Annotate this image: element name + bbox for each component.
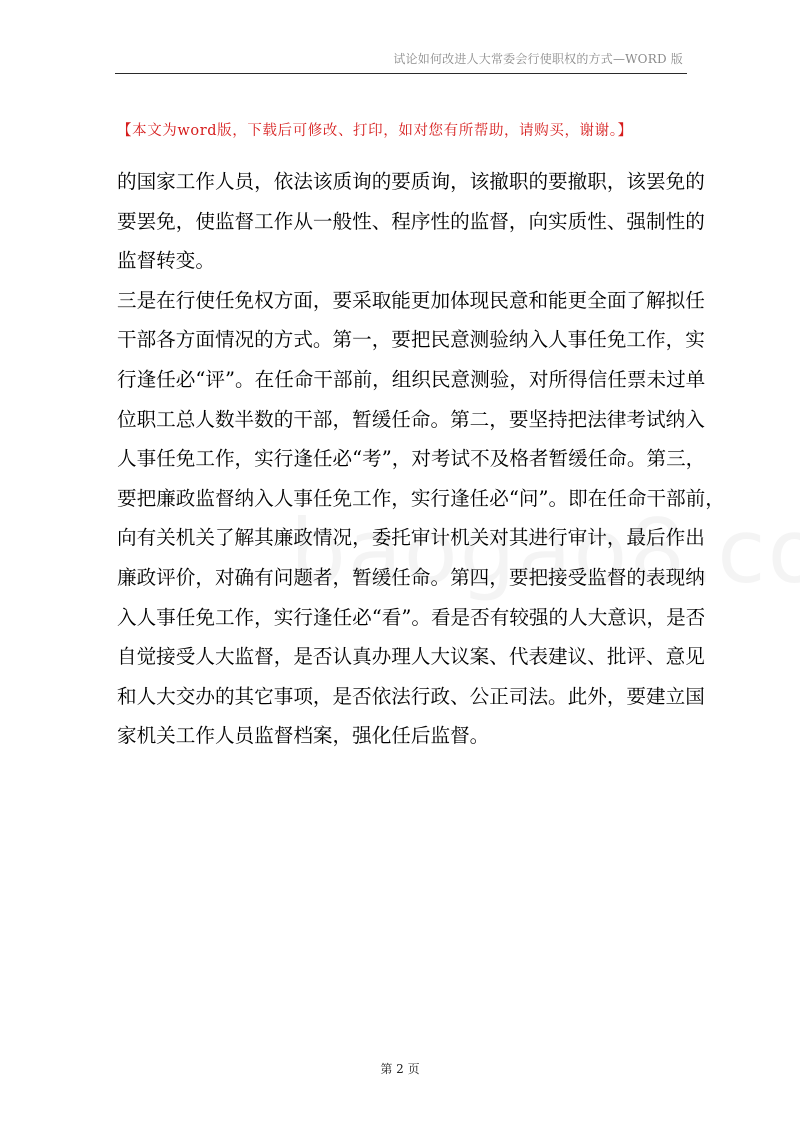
body-line: 家机关工作人员监督档案，强化任后监督。 <box>117 724 490 748</box>
body-line: 要罢免，使监督工作从一般性、程序性的监督，向实质性、强制性的 <box>117 209 705 233</box>
body-line: 和人大交办的其它事项，是否依法行政、公正司法。此外，要建立国 <box>117 684 705 708</box>
body-line: 廉政评价，对确有问题者，暂缓任命。第四，要把接受监督的表现纳 <box>117 565 705 589</box>
body-line: 向有关机关了解其廉政情况，委托审计机关对其进行审计，最后作出 <box>117 526 705 550</box>
body-line: 要把廉政监督纳入人事任免工作，实行逢任必“问”。即在任命干部前， <box>117 486 725 510</box>
body-line: 干部各方面情况的方式。第一，要把民意测验纳入人事任免工作，实 <box>117 328 705 352</box>
download-notice: 【本文为word版，下载后可修改、打印，如对您有所帮助，请购买，谢谢。】 <box>117 123 633 139</box>
body-line: 入人事任免工作，实行逢任必“看”。看是否有较强的人大意识，是否 <box>117 605 706 629</box>
body-line: 行逢任必“评”。在任命干部前，组织民意测验，对所得信任票未过单 <box>117 367 706 391</box>
body-line: 人事任免工作，实行逢任必“考”，对考试不及格者暂缓任命。第三， <box>117 447 706 471</box>
body-line: 的国家工作人员，依法该质询的要质询，该撤职的要撤职，该罢免的 <box>117 170 705 193</box>
body-line: 位职工总人数半数的干部，暂缓任命。第二，要坚持把法律考试纳入 <box>117 407 705 431</box>
body-line: 三是在行使任免权方面，要采取能更加体现民意和能更全面了解拟任 <box>117 288 705 312</box>
body-line: 自觉接受人大监督，是否认真办理人大议案、代表建议、批评、意见 <box>117 645 705 669</box>
header-divider <box>115 73 687 74</box>
page-number: 第 2 页 <box>380 1062 420 1076</box>
body-text <box>117 162 725 756</box>
running-header-title: 试论如何改进人大常委会行使职权的方式—WORD 版 <box>393 52 683 66</box>
body-line: 监督转变。 <box>117 249 215 273</box>
